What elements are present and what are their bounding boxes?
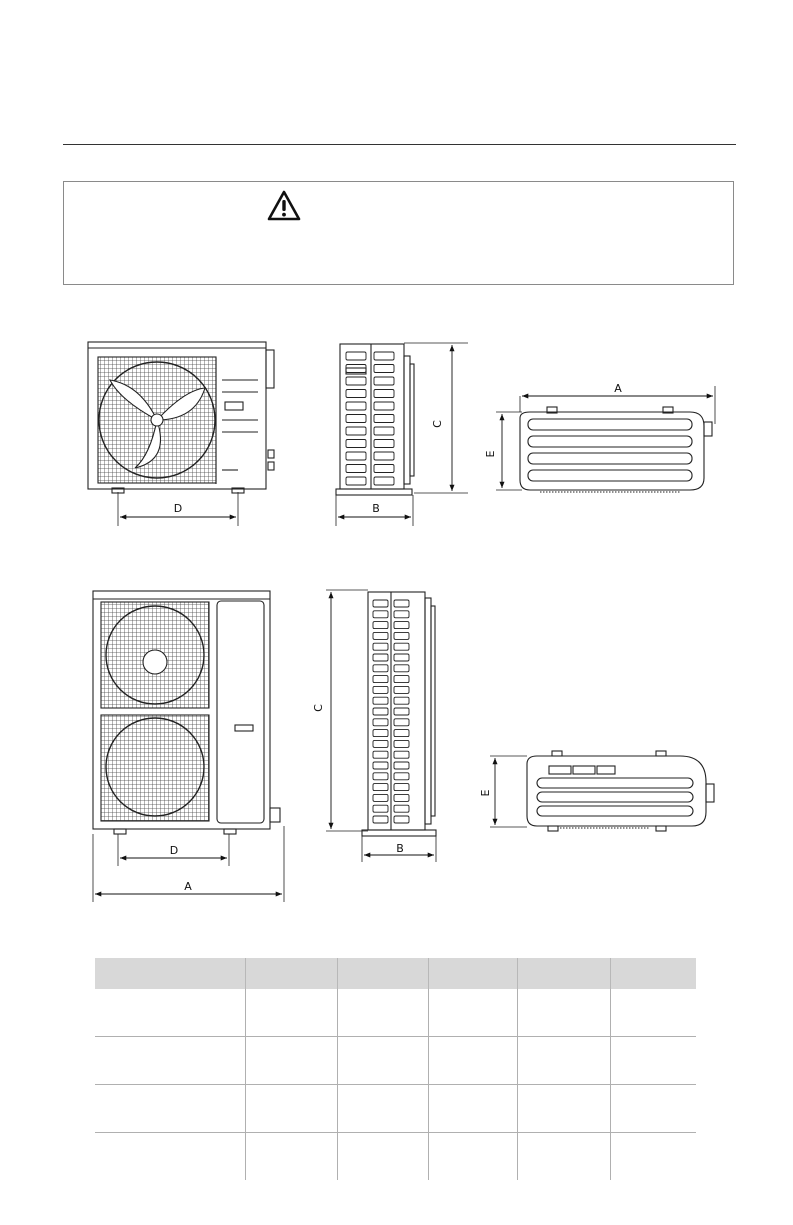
unit1-dimension-a [520, 382, 715, 424]
unit2-label-e: E [479, 789, 492, 797]
unit2-label-c: C [312, 704, 325, 712]
table-row [95, 1037, 696, 1085]
louver-slot [374, 390, 394, 398]
unit2-top-view [527, 751, 714, 831]
table-cell [429, 1133, 518, 1181]
louver-slot [394, 730, 409, 737]
louver-slot [374, 465, 394, 473]
louver-slot [394, 773, 409, 780]
table-header-cell [245, 958, 337, 989]
unit2-front-view [93, 591, 280, 834]
louver-slot [373, 697, 388, 704]
louver-slot [394, 600, 409, 607]
louver-slot [394, 805, 409, 812]
table-cell [610, 1085, 696, 1133]
louver-slot [373, 611, 388, 618]
table-cell [245, 1085, 337, 1133]
louver-slot [346, 415, 366, 423]
louver-slot [374, 365, 394, 373]
louver-slot [373, 762, 388, 769]
louver-slot [373, 665, 388, 672]
unit2-label-b: B [396, 842, 404, 855]
table-cell [95, 1037, 245, 1085]
table-cell [337, 989, 428, 1037]
louver-slot [346, 452, 366, 460]
table-cell [429, 1037, 518, 1085]
louver-slot [374, 402, 394, 410]
unit1-label-a: A [614, 382, 622, 395]
table-cell [95, 1085, 245, 1133]
table-row [95, 1085, 696, 1133]
louver-slot [346, 440, 366, 448]
table-cell [610, 989, 696, 1037]
dimension-table [95, 958, 696, 1180]
unit2-label-d: D [169, 844, 179, 857]
table-cell [518, 989, 610, 1037]
table-header-cell [337, 958, 428, 989]
unit1-top-view [520, 407, 712, 492]
table-header-cell [610, 958, 696, 989]
table-cell [337, 1085, 428, 1133]
unit1-front-view [88, 342, 274, 493]
louver-slot [394, 784, 409, 791]
louver-slot [374, 452, 394, 460]
louver-slot [373, 676, 388, 683]
louver-slot [373, 622, 388, 629]
table-header-cell [95, 958, 245, 989]
louver-slot [373, 816, 388, 823]
unit1-dimension-b [336, 495, 413, 526]
louver-slot [374, 440, 394, 448]
louver-slot [394, 740, 409, 747]
table-cell [518, 1133, 610, 1181]
unit1-dimension-e [484, 412, 522, 490]
unit1-label-d: D [173, 502, 183, 515]
louver-slot [373, 740, 388, 747]
table-cell [429, 989, 518, 1037]
louver-slot [373, 805, 388, 812]
louver-slot [373, 708, 388, 715]
unit2-dimension-a [93, 826, 284, 902]
louver-slot [394, 762, 409, 769]
table-cell [518, 1037, 610, 1085]
table-cell [245, 1037, 337, 1085]
louver-slot [394, 643, 409, 650]
louver-slot [394, 708, 409, 715]
louver-slot [394, 622, 409, 629]
louver-slot [394, 676, 409, 683]
table-row [95, 989, 696, 1037]
table-cell [429, 1085, 518, 1133]
unit2-dimension-e [479, 756, 527, 827]
louver-slot [373, 784, 388, 791]
louver-slot [394, 611, 409, 618]
table-cell [95, 989, 245, 1037]
louver-slot [394, 632, 409, 639]
louver-slot [346, 377, 366, 385]
louver-slot [373, 794, 388, 801]
dimension-table-header [95, 958, 696, 989]
table-header-cell [518, 958, 610, 989]
louver-slot [373, 654, 388, 661]
louver-slot [373, 773, 388, 780]
louver-slot [374, 352, 394, 360]
unit1-label-c: C [431, 420, 444, 428]
louver-slot [346, 427, 366, 435]
louver-slot [373, 751, 388, 758]
louver-slot [394, 686, 409, 693]
table-cell [518, 1085, 610, 1133]
unit1-label-e: E [484, 450, 497, 458]
louver-slot [373, 600, 388, 607]
louver-slot [346, 465, 366, 473]
louver-slot [346, 352, 366, 360]
louver-slot [394, 751, 409, 758]
louver-slot [346, 402, 366, 410]
louver-slot [346, 390, 366, 398]
unit1-label-b: B [372, 502, 380, 515]
louver-slot [394, 816, 409, 823]
louver-slot [374, 427, 394, 435]
table-cell [610, 1037, 696, 1085]
table-cell [245, 989, 337, 1037]
louver-slot [373, 686, 388, 693]
table-header-cell [429, 958, 518, 989]
table-cell [337, 1133, 428, 1181]
unit2-dimension-d [118, 834, 229, 866]
table-cell [337, 1037, 428, 1085]
table-cell [95, 1133, 245, 1181]
louver-slot [374, 477, 394, 485]
louver-slot [394, 719, 409, 726]
unit1-dimension-d [118, 492, 238, 526]
louver-slot [394, 665, 409, 672]
unit2-dimension-c [312, 590, 368, 831]
louver-slot [373, 730, 388, 737]
louver-slot [374, 377, 394, 385]
unit2-label-a: A [184, 880, 192, 893]
louver-slot [394, 697, 409, 704]
louver-slot [374, 415, 394, 423]
louver-slot [394, 654, 409, 661]
table-row [95, 1133, 696, 1181]
louver-slot [394, 794, 409, 801]
unit2-dimension-b [362, 836, 436, 862]
louver-slot [373, 632, 388, 639]
table-cell [610, 1133, 696, 1181]
louver-slot [373, 719, 388, 726]
louver-slot [346, 477, 366, 485]
table-cell [245, 1133, 337, 1181]
louver-slot [373, 643, 388, 650]
